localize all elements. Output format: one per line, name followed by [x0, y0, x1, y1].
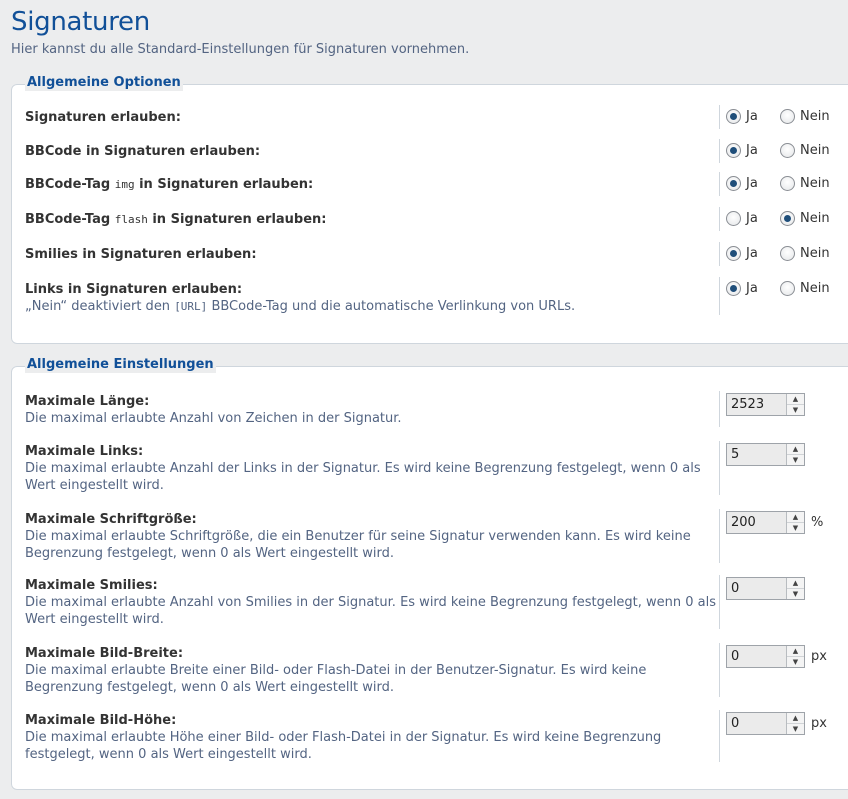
option-label-code: img — [114, 178, 135, 191]
row-divider — [719, 441, 720, 495]
setting-label-col — [25, 577, 719, 628]
radio-yes-circle[interactable] — [726, 176, 741, 191]
radio-yes-label: Ja — [746, 246, 758, 261]
radio-yes-label: Ja — [746, 109, 758, 124]
option-label-text: Smilies in Signaturen erlauben: — [25, 247, 257, 262]
unit-label: px — [811, 716, 827, 731]
spin-down-icon[interactable]: ▼ — [787, 656, 804, 667]
radio-no-label: Nein — [800, 281, 830, 296]
spin-up-icon[interactable]: ▲ — [792, 394, 799, 403]
radio-yes[interactable] — [726, 176, 758, 191]
spinner[interactable] — [786, 646, 804, 667]
radio-yes-label: Ja — [746, 281, 758, 296]
setting-label: Maximale Bild-Breite: — [25, 646, 184, 661]
radio-yes-label: Ja — [746, 143, 758, 158]
row-divider — [719, 509, 720, 563]
row-divider — [719, 105, 720, 129]
radio-no-label: Nein — [800, 211, 830, 226]
setting-label-col — [25, 393, 719, 427]
spinner[interactable] — [786, 444, 804, 465]
option-label-text: Links in Signaturen erlauben: — [25, 282, 243, 297]
radio-yes-label: Ja — [746, 211, 758, 226]
number-input-value[interactable]: 0 — [731, 716, 740, 731]
settings-legend: Allgemeine Einstellungen — [27, 357, 214, 372]
number-input[interactable] — [726, 577, 805, 600]
radio-no-label: Nein — [800, 246, 830, 261]
option-label — [25, 143, 719, 160]
setting-explain: Die maximal erlaubte Anzahl von Zeichen in der Signatur. — [25, 411, 402, 426]
setting-explain: Die maximal erlaubte Breite einer Bild- oder Flash-Datei in der Benutzer-Signatur. Es wird keine Begrenzung festgelegt, wenn 0 als Wert eingestellt wird. — [25, 663, 647, 695]
radio-yes-circle[interactable] — [726, 109, 741, 124]
row-divider — [719, 139, 720, 163]
option-label — [25, 211, 719, 228]
radio-no[interactable] — [780, 281, 830, 296]
spin-up-icon[interactable]: ▲ — [792, 646, 799, 655]
radio-yes[interactable] — [726, 211, 758, 226]
radio-no-circle[interactable] — [780, 143, 795, 158]
number-input[interactable] — [726, 443, 805, 466]
spin-up-icon[interactable]: ▲ — [792, 713, 799, 722]
spin-up-icon[interactable]: ▲ — [792, 512, 799, 521]
number-input[interactable] — [726, 393, 805, 416]
option-label — [25, 109, 719, 126]
unit-label: % — [811, 515, 824, 530]
number-input[interactable] — [726, 645, 805, 668]
setting-label: Maximale Schriftgröße: — [25, 512, 197, 527]
spinner[interactable] — [786, 578, 804, 599]
spin-up-icon[interactable]: ▲ — [792, 578, 799, 587]
option-label-col — [25, 176, 719, 193]
number-input-value[interactable]: 0 — [731, 581, 740, 596]
setting-explain: Die maximal erlaubte Höhe einer Bild- oder Flash-Datei in der Signatur. Es wird keine Begrenzung festgelegt, wenn 0 als Wert eingestellt wird. — [25, 730, 662, 762]
row-divider — [719, 643, 720, 697]
spin-down-icon[interactable]: ▼ — [787, 588, 804, 599]
option-explain-text-after: BBCode-Tag und die automatische Verlinkung von URLs. — [207, 299, 576, 314]
option-explain-code: [URL] — [174, 300, 208, 313]
setting-label-col — [25, 645, 719, 696]
row-divider — [719, 710, 720, 762]
number-input-value[interactable]: 0 — [731, 649, 740, 664]
spin-down-icon[interactable]: ▼ — [787, 723, 804, 734]
settings-panel — [11, 357, 848, 790]
spin-down-icon[interactable]: ▼ — [787, 522, 804, 533]
setting-label-col — [25, 443, 719, 494]
row-divider — [719, 207, 720, 231]
spinner[interactable] — [786, 713, 804, 734]
option-label-code: flash — [114, 213, 148, 226]
radio-no-label: Nein — [800, 143, 830, 158]
setting-label: Maximale Länge: — [25, 394, 150, 409]
option-label-text-after: in Signaturen erlauben: — [134, 177, 314, 192]
spin-down-icon[interactable]: ▼ — [787, 454, 804, 465]
spin-up-icon[interactable]: ▲ — [792, 444, 799, 453]
option-label-col — [25, 143, 719, 160]
setting-explain: Die maximal erlaubte Anzahl der Links in der Signatur. Es wird keine Begrenzung festgelegt, wenn 0 als Wert eingestellt wird. — [25, 461, 701, 493]
radio-no[interactable] — [780, 176, 830, 191]
radio-no[interactable] — [780, 211, 830, 226]
setting-label-col — [25, 712, 719, 763]
option-label — [25, 281, 719, 298]
options-legend: Allgemeine Optionen — [27, 75, 181, 90]
number-input-value[interactable]: 200 — [731, 515, 756, 530]
option-label-text-after: in Signaturen erlauben: — [147, 212, 327, 227]
option-label-col — [25, 211, 719, 228]
page-description: Hier kannst du alle Standard-Einstellungen für Signaturen vornehmen. — [11, 42, 470, 57]
row-divider — [719, 242, 720, 266]
radio-yes-circle[interactable] — [726, 281, 741, 296]
radio-yes-label: Ja — [746, 176, 758, 191]
radio-no-circle[interactable] — [780, 176, 795, 191]
setting-label: Maximale Bild-Höhe: — [25, 713, 177, 728]
radio-no-label: Nein — [800, 109, 830, 124]
radio-no[interactable] — [780, 109, 830, 124]
option-label-text: Signaturen erlauben: — [25, 110, 181, 125]
setting-label: Maximale Smilies: — [25, 578, 158, 593]
spinner[interactable] — [786, 512, 804, 533]
radio-no[interactable] — [780, 143, 830, 158]
radio-no-label: Nein — [800, 176, 830, 191]
spinner[interactable] — [786, 394, 804, 415]
option-explain — [25, 298, 719, 315]
row-divider — [719, 575, 720, 629]
row-divider — [719, 172, 720, 196]
option-label-col — [25, 246, 719, 263]
option-label — [25, 176, 719, 193]
radio-yes-circle[interactable] — [726, 246, 741, 261]
radio-yes[interactable] — [726, 281, 758, 296]
radio-yes[interactable] — [726, 109, 758, 124]
number-input[interactable] — [726, 712, 805, 735]
row-divider — [719, 391, 720, 427]
radio-yes-circle[interactable] — [726, 211, 741, 226]
option-label-col — [25, 109, 719, 126]
setting-label-col — [25, 511, 719, 562]
radio-no[interactable] — [780, 246, 830, 261]
option-label — [25, 246, 719, 263]
row-divider — [719, 277, 720, 315]
option-label-text: BBCode in Signaturen erlauben: — [25, 144, 261, 159]
radio-yes[interactable] — [726, 143, 758, 158]
radio-no-circle[interactable] — [780, 211, 795, 226]
radio-no-circle[interactable] — [780, 246, 795, 261]
page-title: Signaturen — [11, 7, 150, 37]
unit-label: px — [811, 649, 827, 664]
radio-no-circle[interactable] — [780, 109, 795, 124]
option-label-text: BBCode-Tag — [25, 212, 115, 227]
setting-explain: Die maximal erlaubte Anzahl von Smilies in der Signatur. Es wird keine Begrenzung festgelegt, wenn 0 als Wert eingestellt wird. — [25, 595, 717, 627]
option-label-text: BBCode-Tag — [25, 177, 115, 192]
spin-down-icon[interactable]: ▼ — [787, 404, 804, 415]
radio-yes-circle[interactable] — [726, 143, 741, 158]
radio-yes[interactable] — [726, 246, 758, 261]
setting-explain: Die maximal erlaubte Schriftgröße, die ein Benutzer für seine Signatur verwenden kann. Es wird keine Begrenzung festgelegt, wenn 0 als Wert eingestellt wird. — [25, 529, 691, 561]
setting-label: Maximale Links: — [25, 444, 144, 459]
option-explain-text: „Nein“ deaktiviert den — [25, 299, 175, 314]
number-input-value[interactable]: 5 — [731, 447, 740, 462]
number-input-value[interactable]: 2523 — [731, 397, 765, 412]
radio-no-circle[interactable] — [780, 281, 795, 296]
option-label-col — [25, 281, 719, 315]
options-panel — [11, 75, 848, 344]
number-input[interactable] — [726, 511, 805, 534]
